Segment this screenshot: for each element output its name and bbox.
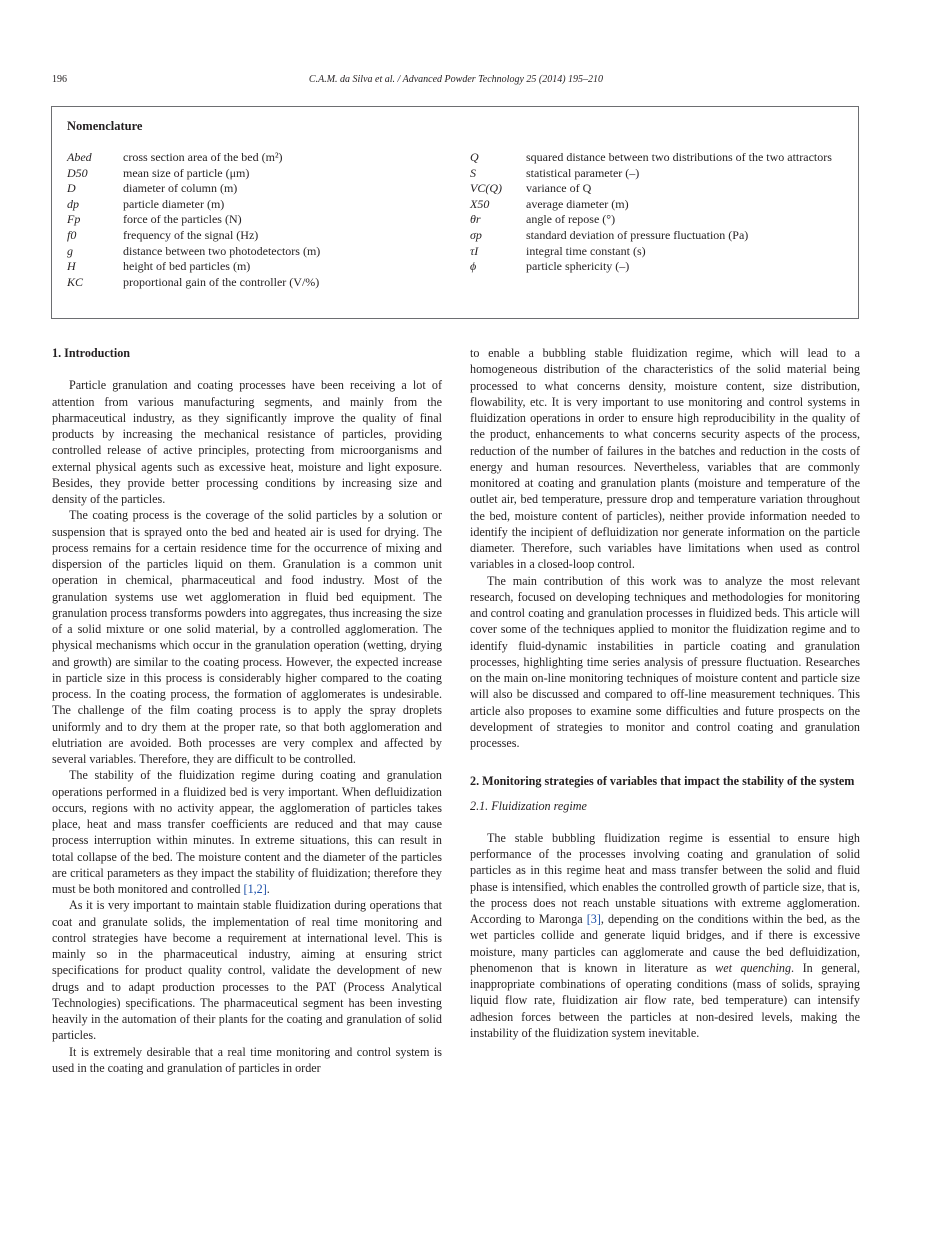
nomenclature-symbol: Abed (67, 150, 92, 164)
emphasis-term: wet quenching (715, 960, 792, 975)
nomenclature-symbol: KC (67, 274, 84, 289)
nomenclature-description: particle diameter (m) (123, 196, 225, 211)
paragraph-text: , depending on the conditions within the bed, as the wet particles collide and generate liquid bridges, and if there is excessive moisture, many particles can agglomerate and cause the bed defluidization, phenomenon that is known in literature as (470, 912, 860, 975)
nomenclature-symbol: ϕ (470, 259, 477, 274)
nomenclature-description: height of bed particles (m) (123, 259, 251, 274)
nomenclature-description: frequency of the signal (Hz) (123, 227, 259, 242)
right-text-column (470, 345, 860, 1041)
nomenclature-entry (67, 212, 447, 228)
nomenclature-description: cross section area of the bed (m²) (123, 150, 283, 164)
nomenclature-left-column (67, 150, 447, 290)
nomenclature-symbol: g (67, 243, 73, 258)
paragraph-continued: to enable a bubbling stable fluidization regime, which will lead to a homogeneous distribution of the characteristics of the solid material being processed to what concerns density, moisture content, size distribution, flowability, etc. It is very important to use monitoring and control systems in fluidization operations in order to ensure high reproducibility in the quality of the product, enhancements to what concerns security aspects of the process, reduction of the number of failures in the batches and reduction in the costs of energy and human resources. Nevertheless, variables that are commonly monitored at coating and granulation plants (moisture and temperature of the outlet air, bed temperature, pressure drop and temperature variation throughout the bed, moisture content of particles), neither provide information needed to identify the incipient of defluidization nor generate information on the particle diameter. Therefore, such variables have limitations when used as control variables in a closed-loop control. (470, 346, 860, 572)
nomenclature-entry (67, 166, 447, 182)
nomenclature-entry (67, 181, 447, 197)
nomenclature-description: proportional gain of the controller (V/%) (123, 274, 320, 289)
section-heading-introduction: 1. Introduction (52, 346, 131, 360)
nomenclature-symbol: dp (67, 196, 79, 211)
paragraph: It is extremely desirable that a real time monitoring and control system is used in the coating and granulation of particles in order (52, 1044, 442, 1075)
nomenclature-entry (470, 212, 850, 228)
paragraph: Particle granulation and coating processes have been receiving a lot of attention from various manufacturing segments, and mainly from the pharmaceutical industry, as they significantly improve the quality of final products by increasing the mechanical resistance of particles, providing controlled release of active principles, protecting from microorganisms and external physical agents such as excessive heat, moisture and light exposure. Besides, they provide better processing conditions by increasing size and density of the particles. (52, 378, 442, 506)
nomenclature-description: force of the particles (N) (123, 212, 242, 227)
nomenclature-right-column (470, 150, 850, 275)
nomenclature-description: integral time constant (s) (526, 243, 646, 258)
nomenclature-entry (470, 244, 850, 260)
nomenclature-description: statistical parameter (–) (526, 165, 640, 180)
nomenclature-symbol: θr (470, 212, 481, 227)
nomenclature-title: Nomenclature (67, 119, 143, 133)
nomenclature-description: mean size of particle (μm) (123, 165, 250, 180)
nomenclature-description: standard deviation of pressure fluctuation (Pa) (526, 227, 749, 242)
nomenclature-entry (67, 197, 447, 213)
nomenclature-symbol: VC(Q) (470, 181, 502, 196)
paragraph-text: . (266, 882, 270, 896)
nomenclature-symbol: Q (470, 150, 479, 164)
nomenclature-entry (470, 197, 850, 213)
left-text-column (52, 345, 442, 1076)
nomenclature-box (51, 106, 859, 319)
nomenclature-description: distance between two photodetectors (m) (123, 243, 321, 258)
nomenclature-entry (470, 166, 850, 182)
nomenclature-description: angle of repose (°) (526, 212, 616, 227)
paragraph (470, 830, 860, 1041)
paragraph-text: The stability of the fluidization regime during coating and granulation operations performed in a fluidized bed is very important. When defluidization occurs, regions with no activity appear, the agglomeration of particles takes place, heat and mass transfer coefficients are reduced and that may cause process interruption within minutes. In extreme situations, this can result in total collapse of the bed. The moisture content and the diameter of the particles are critical parameters as they impact the stability of fluidization; therefore they must be both monitored and controlled (52, 768, 442, 896)
subsection-heading-fluidization: 2.1. Fluidization regime (470, 798, 587, 813)
nomenclature-symbol: f0 (67, 227, 77, 242)
citation-link[interactable]: [3] (586, 912, 601, 926)
nomenclature-symbol: D50 (67, 165, 88, 180)
nomenclature-entry (470, 181, 850, 197)
paragraph (52, 767, 442, 897)
page-number: 196 (52, 74, 67, 85)
citation-link[interactable]: [1,2] (243, 882, 267, 896)
nomenclature-symbol: D (67, 181, 76, 196)
nomenclature-entry (67, 244, 447, 260)
paragraph: The main contribution of this work was to analyze the most relevant research, focused on developing techniques and methodologies for monitoring and control coating and granulation processes in fluidized beds. This article will cover some of the techniques applied to monitor the fluidization regime and to identify fluid-dynamic instabilities in particle coating and granulation processes, highlighting time series analysis of pressure fluctuation. Researches on the main on-line monitoring techniques of moisture content and particle size will also be discussed and compared to off-line measurement techniques. This article also proposes to examine some difficulties and future prospects on the development of strategies to monitor and control coating and granulation processes. (470, 573, 860, 750)
paragraph: The coating process is the coverage of the solid particles by a solution or suspension that is sprayed onto the bed and heated air is used for drying. The process remains for a certain residence time for the occurrence of mixing and dispersion of the particles liquid on them. Granulation is a common unit operation in chemical, pharmaceutical and food industry. Most of the granulation systems use wet agglomeration in fluid bed equipment. The granulation process transforms powders into aggregates, thus increasing the size of a solid mixture or one solid material, by a controlled agglomeration. The physical mechanisms which occur in the granulation operation (wetting, drying and growth) are similar to the coating process. However, the expected increase in particle size in this process is considerably higher compared to the coating process. In the coating process, the formation of agglomerates is undesirable. The challenge of the film coating process is to apply the spray droplets uniformly and to dry them at the proper rate, so that both agglomeration and elutriation are avoided. Both processes are very complex and affected by several variables. Therefore, they are difficult to be controlled. (52, 508, 442, 766)
nomenclature-description: variance of Q (526, 181, 592, 196)
nomenclature-symbol: Fp (67, 212, 81, 227)
nomenclature-entry (67, 275, 447, 291)
nomenclature-entry (67, 259, 447, 275)
nomenclature-entry (67, 228, 447, 244)
nomenclature-entry (470, 150, 850, 166)
nomenclature-description: average diameter (m) (526, 196, 629, 211)
nomenclature-symbol: σp (470, 227, 482, 242)
nomenclature-entry (470, 259, 850, 275)
nomenclature-symbol: H (67, 259, 76, 274)
paragraph: As it is very important to maintain stable fluidization during operations that coat and granulate solids, the implementation of real time monitoring and control strategies have become a requirement at international level. This is mainly so in the pharmaceutical industry, aiming at ensuring strict specifications for product quality control, validate the development of new drugs and to adapt production processes to the PAT (Process Analytical Technologies) specifications. The pharmaceutical segment has been investing heavily in the automation of their plants for the coating and granulation of solid particles. (52, 898, 442, 1043)
paragraph-text: . In general, inappropriate combinations of operating conditions (mass of solids, spraying liquid flow rate, fluidization air flow rate, bed temperature) can intensify adhesion forces between the particles at non-desired levels, making the instability of the fluidization system inevitable. (470, 960, 860, 1040)
nomenclature-symbol: S (470, 165, 476, 180)
nomenclature-entry (67, 150, 447, 166)
section-heading-monitoring: 2. Monitoring strategies of variables that impact the stability of the system (470, 774, 855, 789)
nomenclature-symbol: τI (470, 243, 479, 258)
nomenclature-symbol: X50 (470, 196, 490, 211)
nomenclature-description: diameter of column (m) (123, 181, 238, 196)
nomenclature-entry (470, 228, 850, 244)
nomenclature-description: particle sphericity (–) (526, 259, 630, 274)
running-header (52, 73, 860, 87)
running-title: C.A.M. da Silva et al. / Advanced Powder Technology 25 (2014) 195–210 (308, 74, 604, 85)
paragraph-text: The stable bubbling fluidization regime is essential to ensure high performance of the processes involving coating and granulation of solid particles as in this regime heat and mass transfer between the solid and fluid phase is intensified, which enables the controlled growth of particle size, that is, the process does not reach unstable situations with extreme agglomeration. According to Maronga (470, 830, 860, 926)
nomenclature-description: squared distance between two distributions of the two attractors (526, 150, 832, 164)
